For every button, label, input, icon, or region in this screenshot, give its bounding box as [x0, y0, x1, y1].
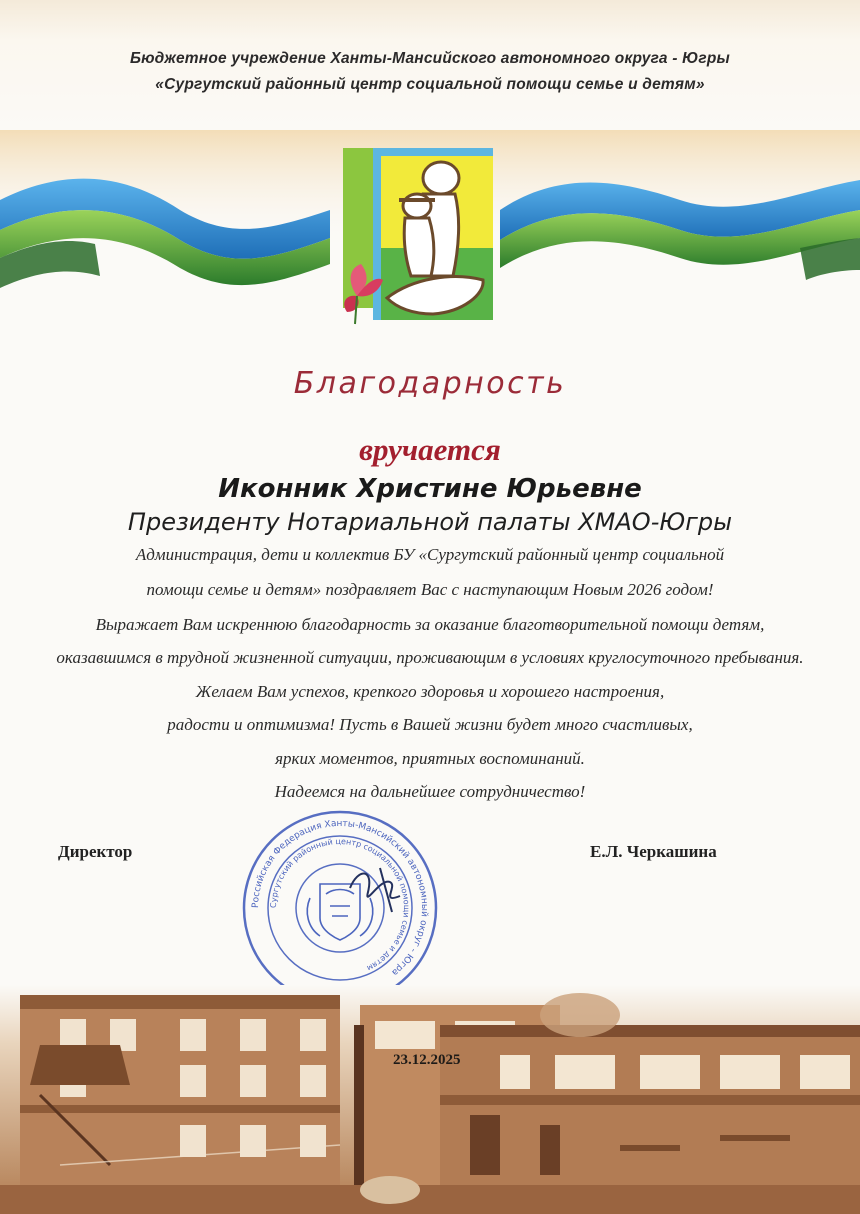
center-logo — [343, 148, 493, 332]
issue-date: 23.12.2025 — [393, 1052, 461, 1068]
body-line-4: оказавшимся в трудной жизненной ситуации, проживающим в условиях круглосуточного пребывания. — [56, 648, 804, 667]
recipient-name: Иконник Христине Юрьевне — [218, 474, 642, 504]
organization-line-2: «Сургутский районный центр социальной помощи семье и детям» — [155, 76, 705, 93]
body-line-8: Надеемся на дальнейшее сотрудничество! — [274, 782, 586, 801]
stamp-outer-text: Российская Федерация Ханты-Мансийский автономный округ - Югра — [250, 818, 430, 978]
official-stamp — [240, 808, 440, 1008]
stamp-inner-text: Сургутский районный центр социальной помощи семье и детям — [268, 836, 412, 973]
building-photo — [0, 985, 860, 1214]
body-line-1: Администрация, дети и коллектив БУ «Сургутский районный центр социальной — [135, 545, 725, 564]
certificate-title: Благодарность — [293, 366, 567, 401]
recipient-position: Президенту Нотариальной палаты ХМАО-Югры — [127, 508, 733, 536]
awarded-word: вручается — [359, 432, 501, 467]
body-line-2: помощи семье и детям» поздравляет Вас с наступающим Новым 2026 годом! — [146, 580, 714, 599]
body-line-3: Выражает Вам искреннюю благодарность за оказание благотворительной помощи детям, — [95, 615, 765, 634]
director-label: Директор — [58, 842, 133, 861]
body-line-7: ярких моментов, приятных воспоминаний. — [275, 749, 585, 768]
director-name: Е.Л. Черкашина — [590, 842, 717, 861]
organization-line-1: Бюджетное учреждение Ханты-Мансийского автономного округа - Югры — [130, 50, 730, 67]
body-line-6: радости и оптимизма! Пусть в Вашей жизни будет много счастливых, — [167, 715, 693, 734]
body-line-5: Желаем Вам успехов, крепкого здоровья и хорошего настроения, — [195, 682, 665, 701]
